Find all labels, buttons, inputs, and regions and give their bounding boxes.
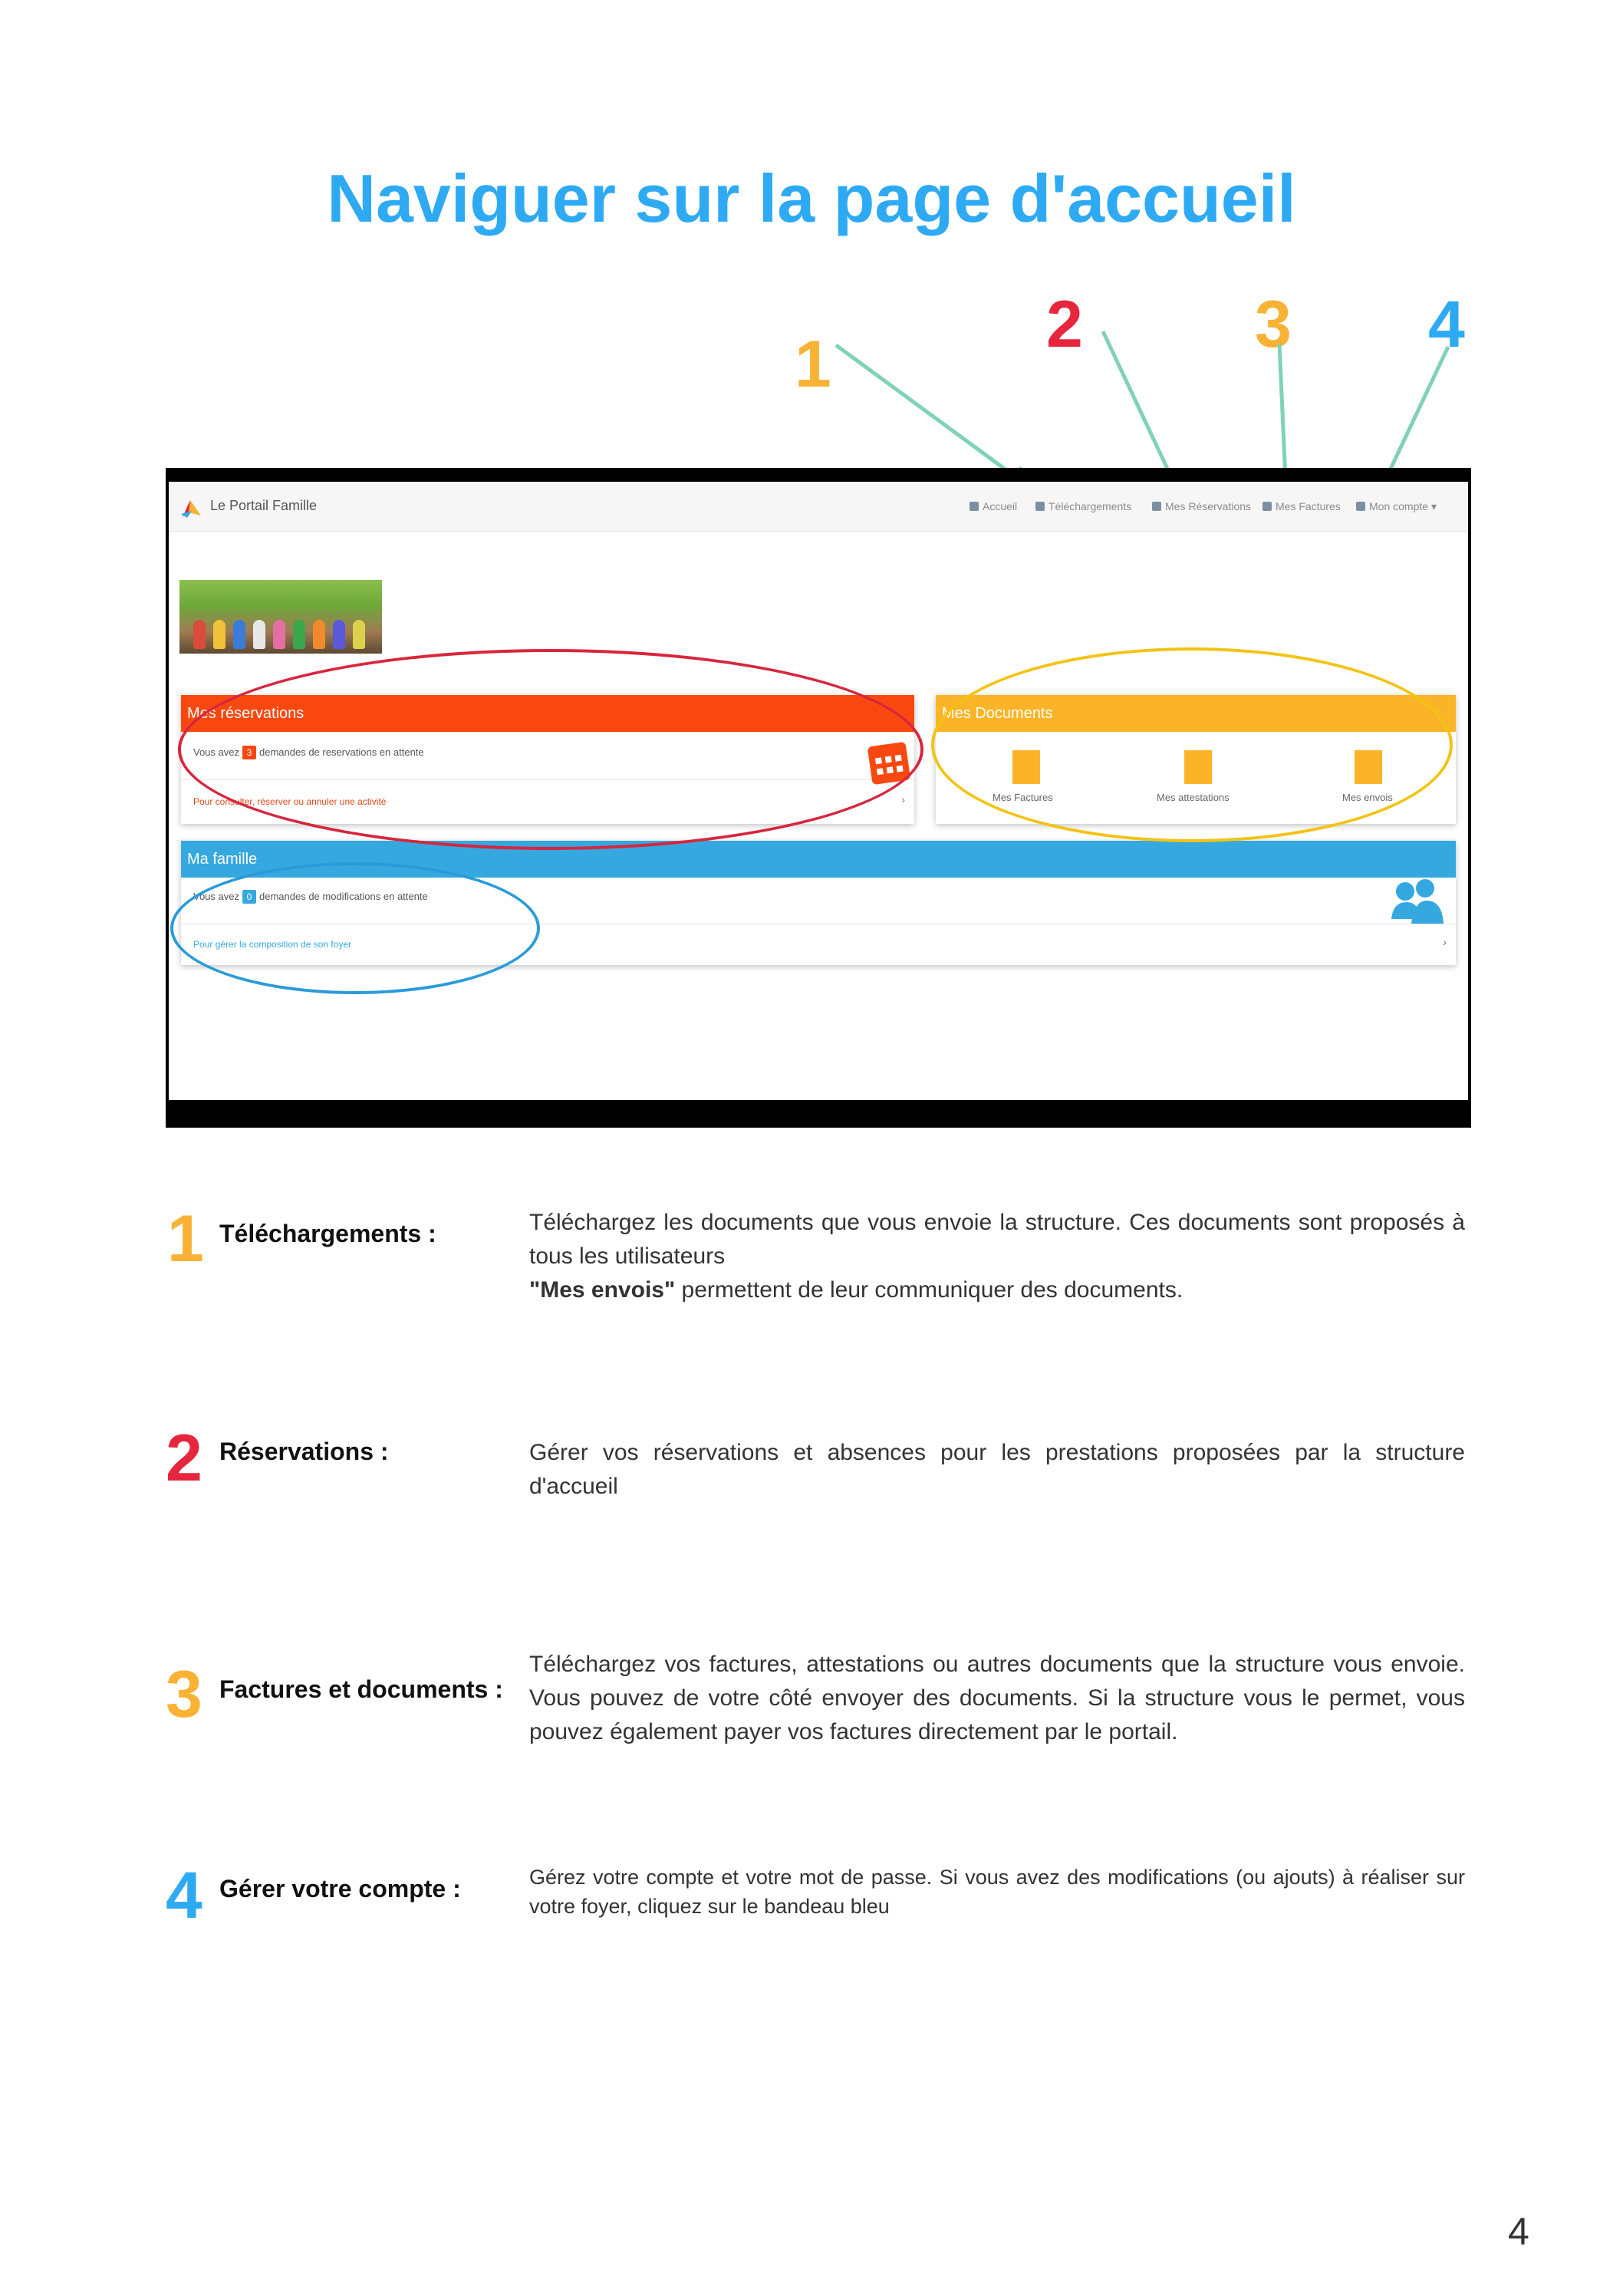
euro-icon bbox=[1263, 502, 1272, 511]
file-icon bbox=[1035, 502, 1045, 511]
nav-reservations-label: Mes Réservations bbox=[1165, 500, 1252, 512]
annotation-number-1: 1 bbox=[795, 328, 831, 401]
famille-chevron-icon[interactable]: › bbox=[1443, 936, 1447, 948]
arrow-4 bbox=[1385, 347, 1448, 480]
item-1-body: Téléchargez les documents que vous envoie la structure. Ces documents sont proposés à tous les utilisateurs bbox=[529, 1210, 1465, 1269]
reservations-panel-header[interactable]: Mes réservations bbox=[181, 695, 914, 732]
annotation-arrows bbox=[0, 0, 1623, 537]
reservations-count-badge: 3 bbox=[242, 746, 256, 759]
item-4-label: Gérer votre compte : bbox=[219, 1875, 461, 1902]
documents-item-attestations[interactable]: Mes attestations bbox=[1157, 792, 1230, 803]
portal-topnav bbox=[169, 482, 1468, 532]
annotation-number-3: 3 bbox=[1255, 288, 1292, 361]
child-figure bbox=[293, 620, 305, 649]
documents-panel-header[interactable]: Mes Documents bbox=[936, 695, 1456, 732]
home-icon bbox=[970, 502, 979, 511]
children-photo bbox=[179, 580, 382, 654]
portal-brand[interactable]: Le Portail Famille bbox=[210, 498, 318, 513]
nav-compte-label: Mon compte bbox=[1369, 500, 1429, 512]
page-number: 4 bbox=[1508, 2210, 1529, 2253]
nav-telechargements-label: Téléchargements bbox=[1049, 500, 1132, 512]
chevron-down-icon: ▾ bbox=[1430, 500, 1437, 512]
item-3-number: 3 bbox=[166, 1658, 202, 1731]
nav-reservations[interactable] bbox=[1152, 500, 1251, 512]
child-figure bbox=[353, 620, 365, 649]
item-2-label: Réservations : bbox=[219, 1438, 389, 1465]
child-figure bbox=[213, 620, 226, 649]
child-figure bbox=[273, 620, 285, 649]
annotation-number-2: 2 bbox=[1046, 288, 1083, 361]
reservations-link[interactable]: Pour consulter, réserver ou annuler une activité bbox=[193, 796, 387, 807]
famille-panel-header[interactable]: Ma famille bbox=[181, 841, 1456, 878]
portal-logo-icon bbox=[179, 497, 202, 519]
famille-text-after: demandes de modifications en attente bbox=[259, 891, 428, 902]
nav-telechargements[interactable] bbox=[1035, 500, 1131, 512]
users-icon bbox=[1388, 878, 1445, 928]
reservations-text-after: demandes de reservations en attente bbox=[259, 746, 424, 758]
item-2-number: 2 bbox=[166, 1421, 202, 1495]
arrow-3 bbox=[1279, 344, 1286, 480]
item-1-number: 1 bbox=[167, 1202, 204, 1276]
user-icon bbox=[1356, 502, 1365, 511]
item-1-body-2: permettent de leur communiquer des documents. bbox=[675, 1277, 1184, 1303]
highlight-documents bbox=[931, 647, 1453, 842]
item-1-label: Téléchargements : bbox=[219, 1220, 436, 1247]
child-figure bbox=[253, 620, 265, 649]
nav-accueil-label: Accueil bbox=[983, 500, 1018, 512]
child-figure bbox=[333, 620, 345, 649]
item-3-label: Factures et documents : bbox=[219, 1675, 503, 1703]
arrow-1 bbox=[836, 345, 1020, 480]
famille-link[interactable]: Pour gérer la composition de son foyer bbox=[193, 939, 352, 950]
famille-text-before: Vous avez bbox=[193, 891, 239, 902]
nav-factures[interactable] bbox=[1263, 500, 1341, 512]
documents-item-envois[interactable]: Mes envois bbox=[1342, 792, 1393, 803]
nav-factures-label: Mes Factures bbox=[1276, 500, 1341, 512]
reservations-chevron-icon[interactable]: › bbox=[901, 793, 905, 805]
item-1-text bbox=[529, 1206, 1465, 1307]
famille-count-badge: 0 bbox=[242, 890, 256, 904]
item-4-number: 4 bbox=[166, 1859, 202, 1932]
page-title: Naviguer sur la page d'accueil bbox=[327, 160, 1296, 236]
item-2-text: Gérer vos réservations et absences pour les prestations proposées par la structure d'accueil bbox=[529, 1440, 1465, 1499]
calendar-icon bbox=[1152, 502, 1161, 511]
nav-accueil[interactable] bbox=[970, 500, 1017, 512]
highlight-reservations bbox=[178, 649, 923, 850]
item-4-text: Gérez votre compte et votre mot de passe. Si vous avez des modifications (ou ajouts) à réaliser sur votre foyer, cliquez sur le bandeau bleu bbox=[529, 1866, 1465, 1918]
annotation-number-4: 4 bbox=[1428, 288, 1465, 361]
child-figure bbox=[193, 620, 206, 649]
documents-item-factures[interactable]: Mes Factures bbox=[993, 792, 1053, 803]
highlight-famille bbox=[170, 862, 540, 994]
item-3-text: Téléchargez vos factures, attestations ou autres documents que la structure vous envoie. Vous pouvez de votre côté envoyer des documents. Si la structure vous le permet, vous pouvez également payer vos factures directement par le portail. bbox=[529, 1652, 1465, 1744]
reservations-text-before: Vous avez bbox=[193, 746, 239, 758]
nav-compte[interactable] bbox=[1356, 500, 1437, 513]
arrow-2 bbox=[1103, 331, 1174, 482]
child-figure bbox=[313, 620, 325, 649]
item-1-bold: "Mes envois" bbox=[529, 1277, 676, 1303]
child-figure bbox=[233, 620, 245, 649]
